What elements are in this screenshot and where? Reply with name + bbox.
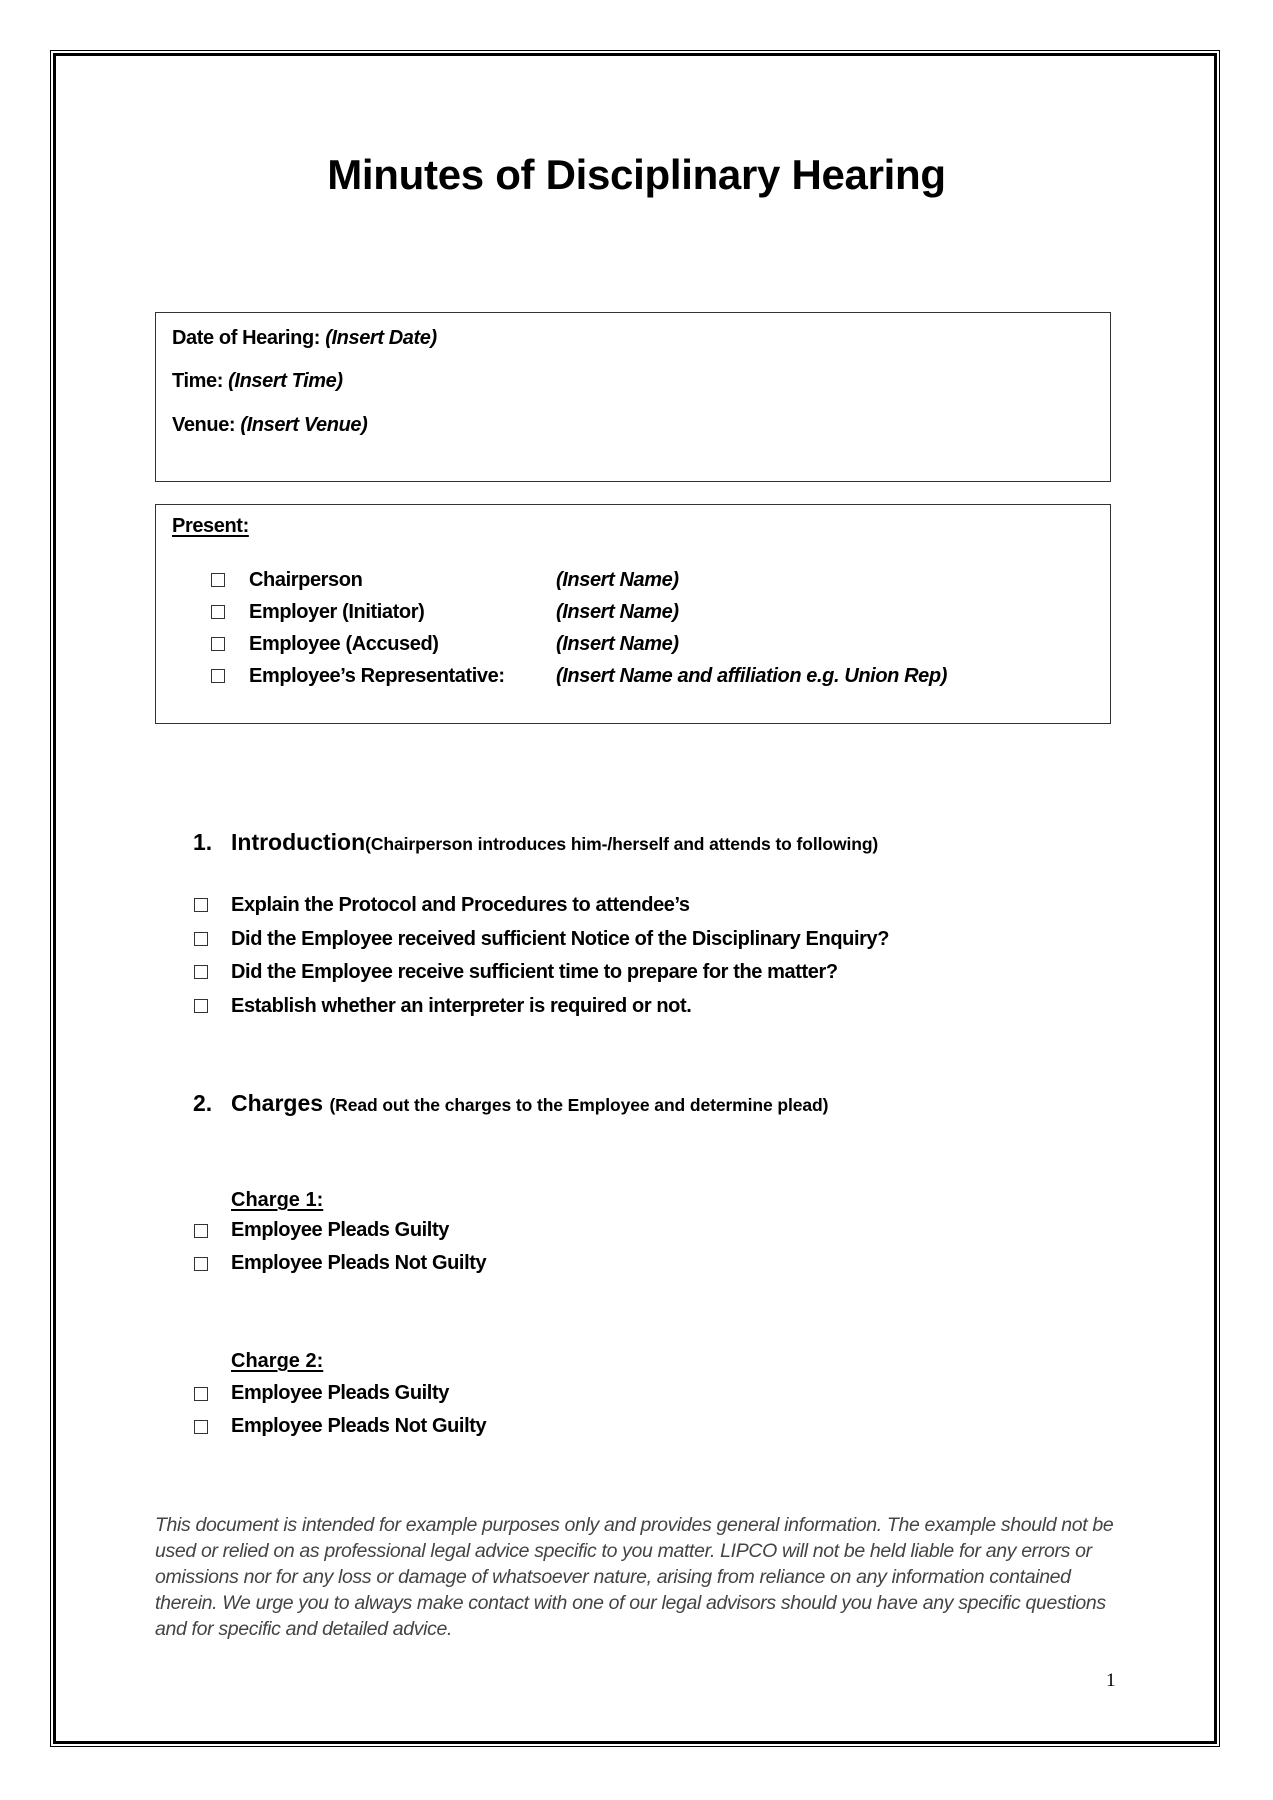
checkbox-icon[interactable] <box>194 1387 208 1401</box>
checkbox-icon[interactable] <box>194 898 208 912</box>
present-label-employee: Employee (Accused) <box>249 633 439 655</box>
time-row <box>172 369 343 393</box>
intro-item: Explain the Protocol and Procedures to attendee’s <box>231 894 690 916</box>
charge-1-not-guilty-option: Employee Pleads Not Guilty <box>231 1252 487 1274</box>
disclaimer-text: This document is intended for example purposes only and provides general information. The example should not be used or relied on as professional legal advice specific to you matter. LIPCO will not be held liable for any errors or omissions nor for any loss or damage of whatsoever nature, arising from reliance on any information contained therein. We urge you to always make contact with one of our legal advisors should you have any specific questions and for specific and detailed advice. <box>155 1514 1114 1640</box>
checkbox-icon[interactable] <box>194 1257 208 1271</box>
checkbox-icon[interactable] <box>194 1420 208 1434</box>
date-value[interactable]: (Insert Date) <box>325 327 437 349</box>
section-title: Charges (Read out the charges to the Employee and determine plead) <box>231 1090 829 1116</box>
time-value[interactable]: (Insert Time) <box>228 370 343 392</box>
present-heading: Present: <box>172 515 249 537</box>
charge-1-heading: Charge 1: <box>231 1189 324 1211</box>
page-number: 1 <box>1106 1670 1116 1691</box>
checkbox-icon[interactable] <box>211 573 225 587</box>
checkbox-icon[interactable] <box>211 637 225 651</box>
section-number: 1. <box>193 829 213 855</box>
checkbox-icon[interactable] <box>194 1224 208 1238</box>
section-charges-heading <box>193 1089 829 1121</box>
page-title: Minutes of Disciplinary Hearing <box>327 151 946 198</box>
present-value-chairperson[interactable]: (Insert Name) <box>556 569 679 591</box>
intro-item: Did the Employee received sufficient Notice of the Disciplinary Enquiry? <box>231 928 890 950</box>
present-label-representative: Employee’s Representative: <box>249 665 505 687</box>
section-subtitle: (Read out the charges to the Employee and determine plead) <box>329 1095 829 1115</box>
time-label: Time: <box>172 370 223 392</box>
present-value-employee[interactable]: (Insert Name) <box>556 633 679 655</box>
checkbox-icon[interactable] <box>194 999 208 1013</box>
venue-label: Venue: <box>172 414 236 436</box>
section-introduction-heading <box>193 828 879 860</box>
intro-item: Establish whether an interpreter is required or not. <box>231 995 692 1017</box>
present-value-employer[interactable]: (Insert Name) <box>556 601 679 623</box>
present-label-chairperson: Chairperson <box>249 569 363 591</box>
section-number: 2. <box>193 1090 213 1116</box>
charge-2-guilty-option: Employee Pleads Guilty <box>231 1382 449 1404</box>
present-label-employer: Employer (Initiator) <box>249 601 425 623</box>
checkbox-icon[interactable] <box>211 605 225 619</box>
charge-2-heading: Charge 2: <box>231 1350 324 1372</box>
venue-row <box>172 413 367 437</box>
charge-2-not-guilty-option: Employee Pleads Not Guilty <box>231 1415 487 1437</box>
date-label: Date of Hearing: <box>172 327 321 349</box>
checkbox-icon[interactable] <box>194 965 208 979</box>
section-title: Introduction(Chairperson introduces him-/herself and attends to following) <box>231 829 879 855</box>
date-of-hearing-row <box>172 326 437 350</box>
checkbox-icon[interactable] <box>211 669 225 683</box>
venue-value[interactable]: (Insert Venue) <box>240 414 368 436</box>
checkbox-icon[interactable] <box>194 932 208 946</box>
intro-item: Did the Employee receive sufficient time to prepare for the matter? <box>231 961 838 983</box>
charge-1-guilty-option: Employee Pleads Guilty <box>231 1219 449 1241</box>
present-value-representative[interactable]: (Insert Name and affiliation e.g. Union Rep) <box>556 665 947 687</box>
section-subtitle: (Chairperson introduces him-/herself and attends to following) <box>365 834 879 854</box>
